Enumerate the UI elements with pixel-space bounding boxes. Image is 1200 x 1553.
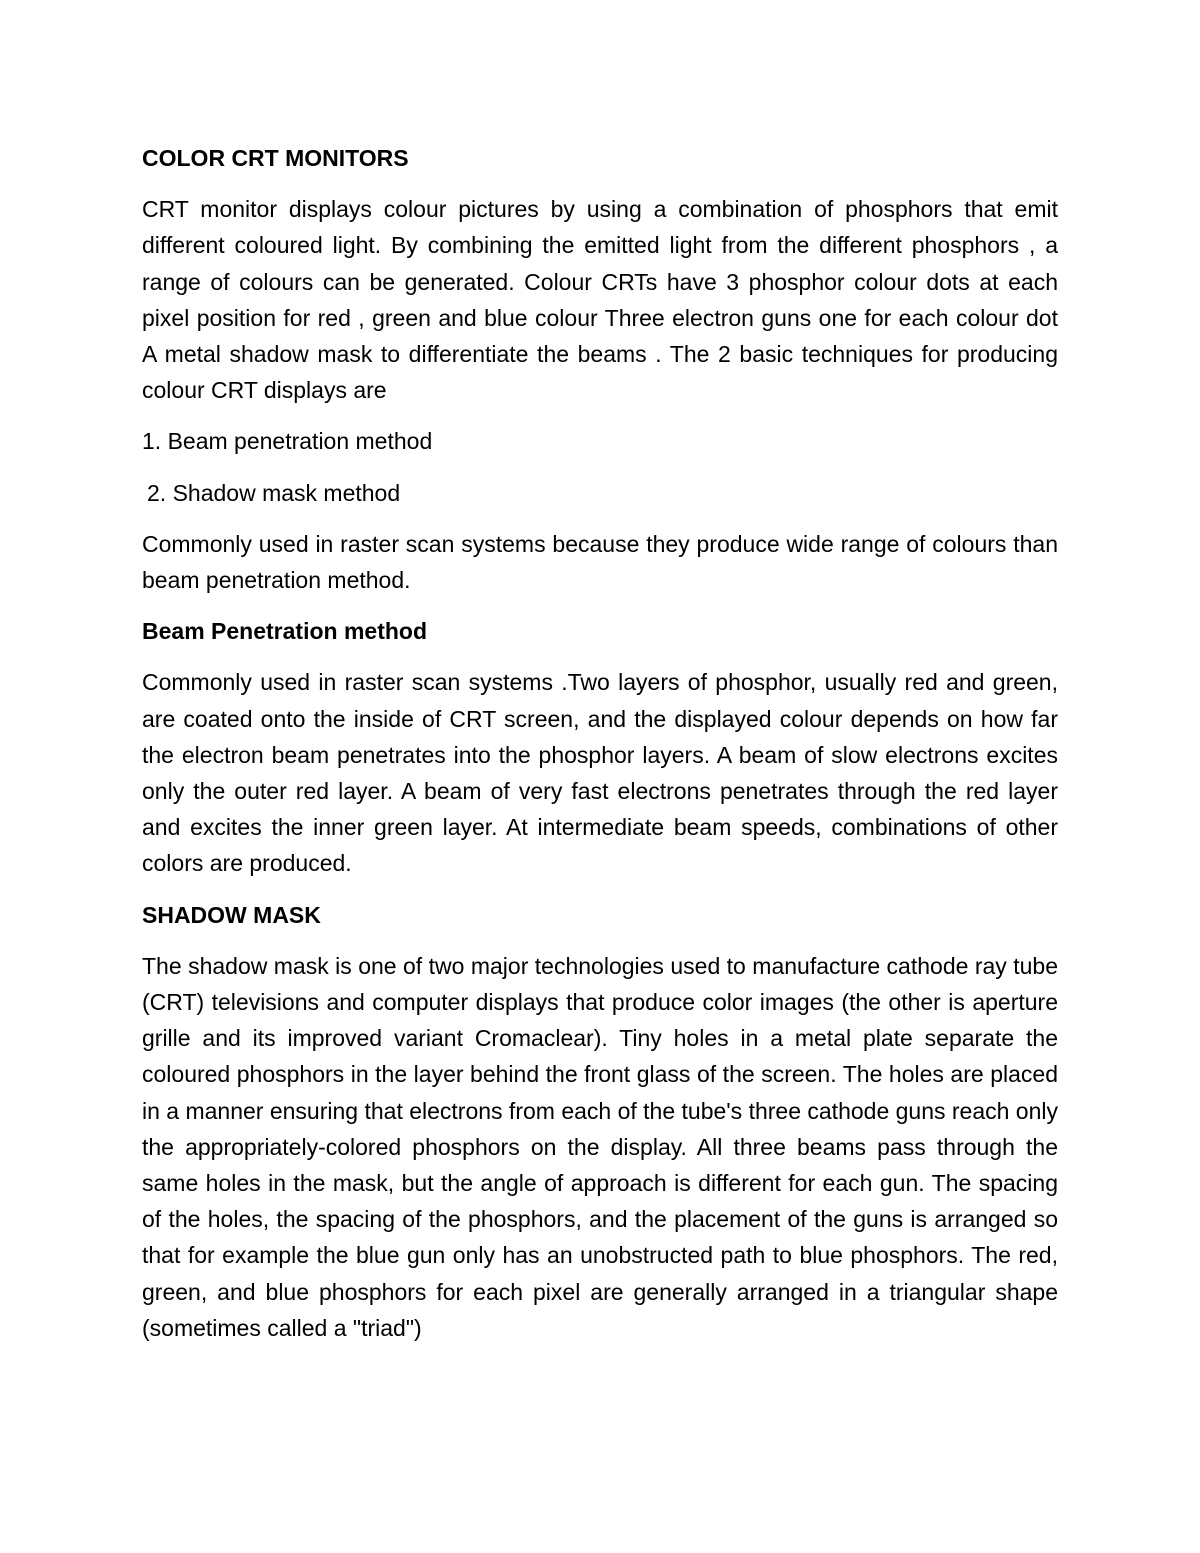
intro-paragraph: CRT monitor displays colour pictures by using a combination of phosphors that emit different coloured light. By combining the emitted light from the different phosphors , a range of colours can be generated. Colour CRTs have 3 phosphor colour dots at each pixel position for red , green and blue colour Three electron guns one for each colour dot A metal shadow mask to differentiate the beams . The 2 basic techniques for producing colour CRT displays are — [142, 196, 1058, 404]
technique-item-beam-penetration: 1. Beam penetration method — [142, 428, 433, 455]
shadow-mask-heading: SHADOW MASK — [142, 901, 321, 928]
shadow-mask-paragraph: The shadow mask is one of two major technologies used to manufacture cathode ray tube (CRT) televisions and computer displays that produce color images (the other is aperture grille and its improved variant Cromaclear). Tiny holes in a metal plate separate the coloured phosphors in the layer behind the front glass of the screen. The holes are placed in a manner ensuring that electrons from each of the tube's three cathode guns reach only the appropriately-colored phosphors on the display. All three beams pass through the same holes in the mask, but the angle of approach is different for each gun. The spacing of the holes, the spacing of the phosphors, and the placement of the guns is arranged so that for example the blue gun only has an unobstructed path to blue phosphors. The red, green, and blue phosphors for each pixel are generally arranged in a triangular shape (sometimes called a "triad") — [142, 952, 1059, 1341]
technique-item-shadow-mask: 2. Shadow mask method — [147, 479, 401, 506]
usage-note-paragraph: Commonly used in raster scan systems because they produce wide range of colours than beam penetration method. — [142, 530, 1058, 594]
beam-penetration-heading: Beam Penetration method — [142, 618, 427, 645]
page-title: COLOR CRT MONITORS — [142, 145, 409, 171]
document-page — [142, 140, 1058, 1361]
beam-penetration-paragraph: Commonly used in raster scan systems .Two layers of phosphor, usually red and green, are coated onto the inside of CRT screen, and the displayed colour depends on how far the electron beam penetrates into the phosphor layers. A beam of slow electrons excites only the outer red layer. A beam of very fast electrons penetrates through the red layer and excites the inner green layer. At intermediate beam speeds, combinations of other colors are produced. — [142, 669, 1058, 877]
